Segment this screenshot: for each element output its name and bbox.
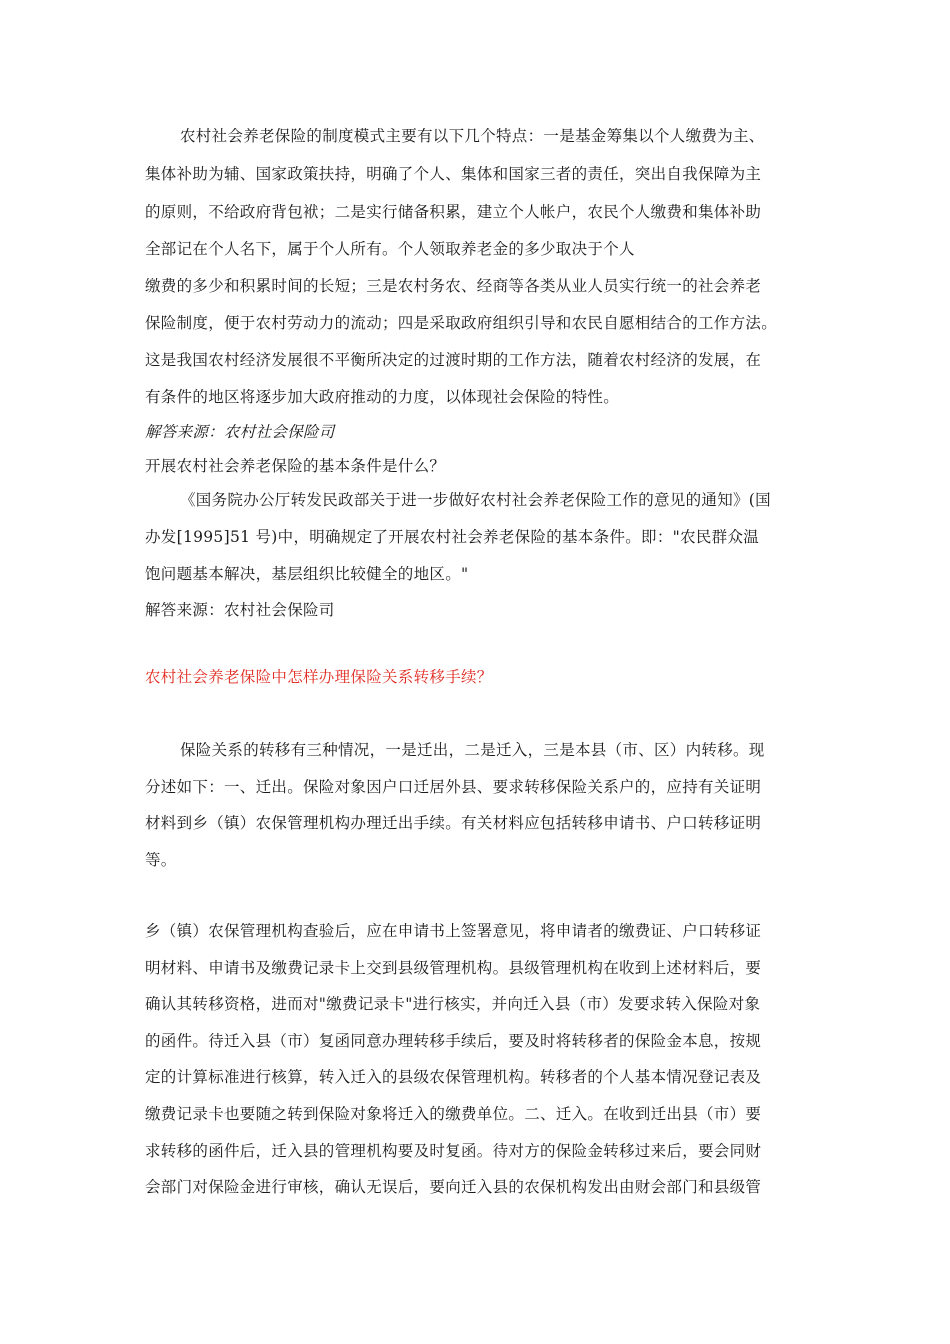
paragraph-line: 求转移的函件后，迁入县的管理机构要及时复函。待对方的保险金转移过来后，要会同财	[145, 1142, 762, 1160]
paragraph-line: 农村社会养老保险的制度模式主要有以下几个特点：一是基金筹集以个人缴费为主、	[180, 127, 765, 145]
paragraph-line: 的原则，不给政府背包袱；二是实行储备积累，建立个人帐户，农民个人缴费和集体补助	[145, 203, 762, 221]
paragraph-line: 全部记在个人名下，属于个人所有。个人领取养老金的多少取决于个人	[145, 240, 635, 258]
paragraph-line: 《国务院办公厅转发民政部关于进一步做好农村社会养老保险工作的意见的通知》(国	[180, 491, 771, 509]
paragraph-line: 的函件。待迁入县（市）复函同意办理转移手续后，要及时将转移者的保险金本息，按规	[145, 1032, 762, 1050]
paragraph-line: 保险制度，便于农村劳动力的流动；四是采取政府组织引导和农民自愿相结合的工作方法。	[145, 314, 778, 332]
question-heading: 农村社会养老保险中怎样办理保险关系转移手续？	[145, 668, 493, 686]
answer-source: 解答来源：农村社会保险司	[145, 601, 335, 619]
paragraph-line: 缴费的多少和积累时间的长短；三是农村务农、经商等各类从业人员实行统一的社会养老	[145, 277, 762, 295]
answer-source: 解答来源：农村社会保险司	[145, 423, 335, 441]
paragraph-line: 饱问题基本解决，基层组织比较健全的地区。"	[145, 565, 469, 583]
paragraph-line: 集体补助为辅、国家政策扶持，明确了个人、集体和国家三者的责任，突出自我保障为主	[145, 165, 762, 183]
question-heading: 开展农村社会养老保险的基本条件是什么？	[145, 457, 446, 475]
paragraph-line: 乡（镇）农保管理机构查验后，应在申请书上签署意见，将申请者的缴费证、户口转移证	[145, 922, 762, 940]
paragraph-line: 明材料、申请书及缴费记录卡上交到县级管理机构。县级管理机构在收到上述材料后，要	[145, 959, 762, 977]
paragraph-line: 保险关系的转移有三种情况，一是迁出，二是迁入，三是本县（市、区）内转移。现	[180, 741, 765, 759]
paragraph-line: 这是我国农村经济发展很不平衡所决定的过渡时期的工作方法，随着农村经济的发展，在	[145, 351, 762, 369]
paragraph-line: 缴费记录卡也要随之转到保险对象将迁入的缴费单位。二、迁入。在收到迁出县（市）要	[145, 1105, 762, 1123]
paragraph-line: 有条件的地区将逐步加大政府推动的力度，以体现社会保险的特性。	[145, 388, 620, 406]
paragraph-line: 材料到乡（镇）农保管理机构办理迁出手续。有关材料应包括转移申请书、户口转移证明	[145, 814, 762, 832]
paragraph-line: 确认其转移资格，进而对"缴费记录卡"进行核实，并向迁入县（市）发要求转入保险对象	[145, 995, 761, 1013]
paragraph-line: 会部门对保险金进行审核，确认无误后，要向迁入县的农保机构发出由财会部门和县级管	[145, 1178, 762, 1196]
paragraph-line: 等。	[145, 851, 177, 869]
paragraph-line: 分述如下：一、迁出。保险对象因户口迁居外县、要求转移保险关系户的，应持有关证明	[145, 778, 762, 796]
paragraph-line: 办发[1995]51 号)中，明确规定了开展农村社会养老保险的基本条件。即："农民群众温	[145, 528, 760, 546]
paragraph-line: 定的计算标准进行核算，转入迁入的县级农保管理机构。转移者的个人基本情况登记表及	[145, 1068, 762, 1086]
